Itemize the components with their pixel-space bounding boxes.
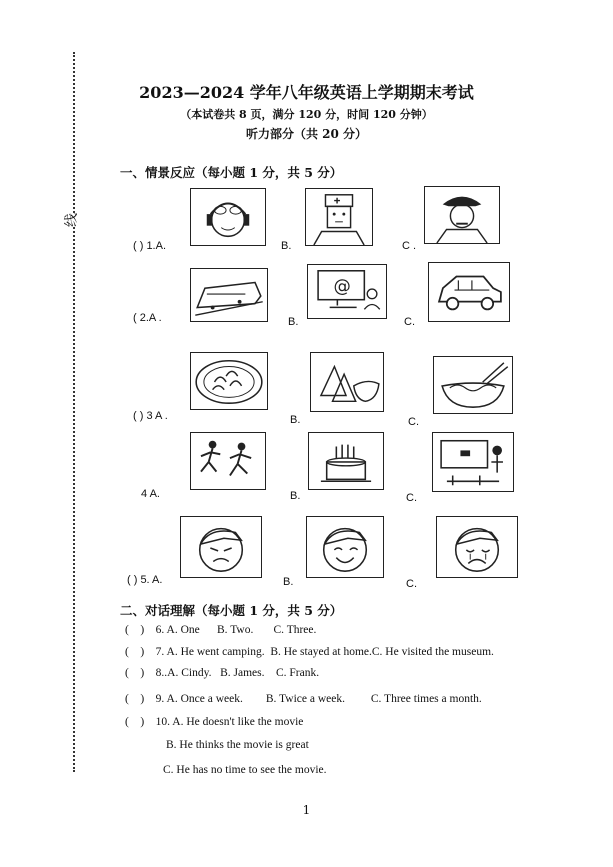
binding-line-label: 线	[61, 213, 81, 227]
exam-subtitle: （本试卷共 8 页，满分 120 分，时间 120 分钟）	[180, 108, 433, 121]
q2-option-c: C.	[404, 316, 415, 328]
listening-part-heading: 听力部分（共 20 分）	[245, 127, 368, 141]
q9-line: ( ) 9. A. Once a week. B. Twice a week. C. Three times a month.	[125, 693, 482, 705]
q6-line: ( ) 6. A. One B. Two. C. Three.	[125, 624, 317, 636]
angry-face-icon[interactable]	[180, 516, 262, 578]
q8-line: ( ) 8..A. Cindy. B. James. C. Frank.	[125, 667, 320, 679]
svg-text:@: @	[333, 276, 351, 297]
q10-option-b: B. He thinks the movie is great	[166, 739, 309, 751]
train-icon[interactable]	[190, 268, 268, 322]
q7-line: ( ) 7. A. He went camping. B. He stayed at home.C. He visited the museum.	[125, 646, 494, 658]
q4-option-c: C.	[406, 492, 417, 504]
running-people-icon[interactable]	[190, 432, 266, 490]
exam-title: 2023—2024 学年八年级英语上学期期末考试	[139, 83, 474, 102]
q3-option-c: C.	[408, 416, 419, 428]
q1-option-c: C .	[402, 240, 417, 252]
police-officer-icon[interactable]	[424, 186, 500, 244]
pilot-icon[interactable]	[190, 188, 266, 246]
computer-email-icon[interactable]	[307, 264, 387, 319]
q2-option-b: B.	[288, 316, 299, 328]
dumplings-icon[interactable]	[190, 352, 268, 410]
q4-label: 4 A.	[141, 488, 160, 500]
q3-label: ( ) 3 A .	[133, 410, 168, 422]
page-number: 1	[302, 803, 311, 817]
q5-option-b: B.	[283, 576, 294, 588]
q1-label: ( ) 1.A.	[133, 240, 167, 252]
section2-heading: 二、对话理解（每小题 1 分，共 5 分）	[120, 603, 343, 618]
q2-label: ( 2.A .	[133, 312, 162, 324]
doctor-icon[interactable]	[305, 188, 373, 246]
q10-option-c: C. He has no time to see the movie.	[163, 764, 327, 776]
zongzi-icon[interactable]	[310, 352, 384, 412]
q5-label: ( ) 5. A.	[127, 574, 163, 586]
noodles-icon[interactable]	[433, 356, 513, 414]
q1-option-b: B.	[281, 240, 292, 252]
classroom-icon[interactable]	[432, 432, 514, 492]
q10-line: ( ) 10. A. He doesn't like the movie	[125, 716, 304, 728]
sad-face-icon[interactable]	[436, 516, 518, 578]
q3-option-b: B.	[290, 414, 301, 426]
section1-heading: 一、情景反应（每小题 1 分，共 5 分）	[120, 165, 343, 180]
birthday-cake-icon[interactable]	[308, 432, 384, 490]
binding-dotted-line	[73, 52, 75, 772]
q5-option-c: C.	[406, 578, 417, 590]
car-icon[interactable]	[428, 262, 510, 322]
happy-face-icon[interactable]	[306, 516, 384, 578]
q4-option-b: B.	[290, 490, 301, 502]
